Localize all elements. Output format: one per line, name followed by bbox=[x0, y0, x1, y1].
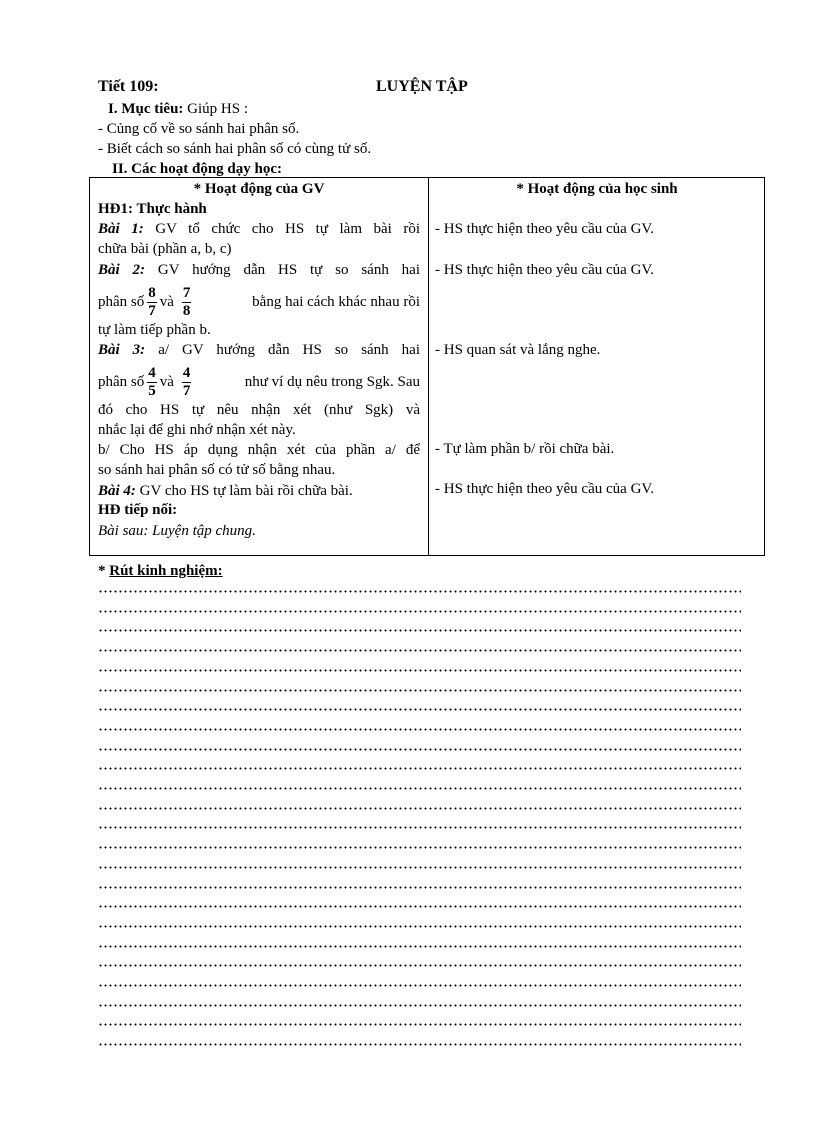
bai2-fraction-line: phân số $\frac{8}{7}$ và $\frac{7}{8}$ bằng hai cách khác nhau rồi bbox=[98, 284, 420, 319]
bai3-line1: Bài 3: a/ GV hướng dẫn HS so sánh hai bbox=[98, 342, 421, 358]
dotted-writing-line bbox=[98, 807, 741, 810]
bai4-line: Bài 4: GV cho HS tự làm bài rồi chữa bài. bbox=[98, 483, 353, 499]
fraction-4-5: $\frac{4}{5}$ bbox=[148, 364, 156, 399]
page-title: LUYỆN TẬP bbox=[376, 78, 468, 95]
col-hs-header: * Hoạt động của học sinh bbox=[516, 181, 678, 197]
col-gv-header: * Hoạt động của GV bbox=[193, 181, 325, 197]
dotted-writing-line bbox=[98, 610, 741, 613]
hd1-title: HĐ1: Thực hành bbox=[98, 201, 207, 217]
lesson-number: Tiết 109: bbox=[98, 78, 159, 95]
dotted-writing-line bbox=[98, 669, 741, 672]
dotted-writing-line bbox=[98, 629, 741, 632]
bai1-line1: Bài 1: GV tổ chức cho HS tự làm bài rồi bbox=[98, 221, 421, 237]
fraction-7-8: $\frac{7}{8}$ bbox=[182, 284, 191, 319]
bai1-line2: chữa bài (phần a, b, c) bbox=[98, 241, 232, 257]
dotted-writing-line bbox=[98, 925, 741, 928]
dotted-writing-line bbox=[98, 886, 741, 889]
dotted-writing-line bbox=[98, 649, 741, 652]
dotted-writing-line bbox=[98, 787, 741, 790]
dotted-writing-line bbox=[98, 1043, 741, 1046]
fraction-8-7: $\frac{8}{7}$ bbox=[148, 284, 156, 319]
activities-table bbox=[89, 177, 765, 556]
hs-item: - HS thực hiện theo yêu cầu của GV. bbox=[435, 481, 655, 497]
activities-heading: II. Các hoạt động dạy học: bbox=[112, 161, 283, 177]
dotted-writing-line bbox=[98, 1023, 741, 1026]
dotted-writing-line bbox=[98, 708, 741, 711]
dotted-writing-line bbox=[98, 748, 741, 751]
dotted-writing-line bbox=[98, 866, 741, 869]
dotted-writing-line bbox=[98, 689, 741, 692]
dotted-writing-line bbox=[98, 826, 741, 829]
dotted-writing-line bbox=[98, 984, 741, 987]
dotted-writing-line bbox=[98, 945, 741, 948]
bai2-line3: tự làm tiếp phần b. bbox=[98, 322, 211, 338]
bai3-line6: so sánh hai phân số có tử số bằng nhau. bbox=[98, 462, 336, 478]
header bbox=[98, 77, 758, 99]
hs-item: - HS quan sát và lắng nghe. bbox=[435, 342, 601, 358]
bai3-line3: đó cho HS tự nêu nhận xét (như Sgk) và bbox=[98, 402, 420, 418]
hs-item: - HS thực hiện theo yêu cầu của GV. bbox=[435, 221, 655, 237]
dotted-writing-line bbox=[98, 964, 741, 967]
bai3-line5: b/ Cho HS áp dụng nhận xét của phần a/ để bbox=[98, 442, 420, 458]
objective-item: - Củng cố về so sánh hai phân số. bbox=[98, 121, 300, 137]
hd-tiep-noi: HĐ tiếp nối: bbox=[98, 502, 178, 518]
objectives-heading: I. Mục tiêu: Giúp HS : bbox=[108, 101, 248, 117]
dotted-writing-line bbox=[98, 590, 741, 593]
dotted-writing-line bbox=[98, 1004, 741, 1007]
rut-kinh-nghiem-heading: * Rút kinh nghiệm: bbox=[98, 563, 223, 579]
fraction-4-7: $\frac{4}{7}$ bbox=[182, 364, 191, 399]
bai3-line4: nhắc lại để ghi nhớ nhận xét này. bbox=[98, 422, 296, 438]
hs-item: - Tự làm phần b/ rồi chữa bài. bbox=[435, 441, 615, 457]
objective-item: - Biết cách so sánh hai phân số có cùng tử số. bbox=[98, 141, 372, 157]
bai3-fraction-line: phân số $\frac{4}{5}$ và $\frac{4}{7}$ như ví dụ nêu trong Sgk. Sau bbox=[98, 364, 420, 399]
dotted-writing-line bbox=[98, 767, 741, 770]
bai-sau: Bài sau: Luyện tập chung. bbox=[98, 523, 256, 539]
bai2-line1: Bài 2: GV hướng dẫn HS tự so sánh hai bbox=[98, 262, 420, 278]
column-divider bbox=[428, 178, 429, 555]
hs-item: - HS thực hiện theo yêu cầu của GV. bbox=[435, 262, 655, 278]
dotted-writing-line bbox=[98, 728, 741, 731]
dotted-writing-line bbox=[98, 905, 741, 908]
dotted-writing-line bbox=[98, 846, 741, 849]
